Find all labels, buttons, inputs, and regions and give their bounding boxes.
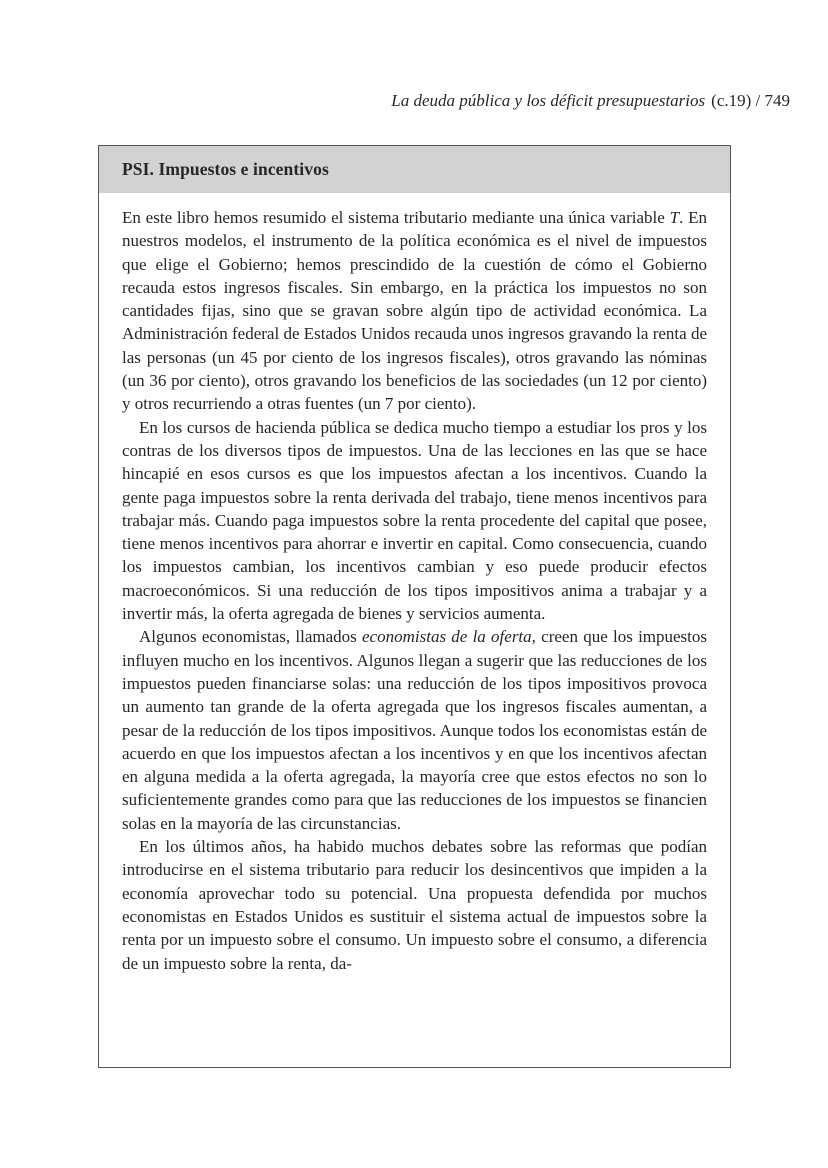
running-head-chapter-title: La deuda pública y los déficit presupuestarios [391,91,706,110]
psi-box-title: PSI. Impuestos e incentivos [122,159,329,179]
paragraph [122,835,707,975]
italic-text-segment: T [669,208,680,227]
text-segment: . En nuestros modelos, el instrumento de la política económica es el nivel de impuestos que elige el Gobierno; hemos prescindido de la cuestión de cómo el Gobierno recauda estos ingresos fiscales. Sin embargo, en la práctica los impuestos no son cantidades fijas, sino que se gravan sobre algún tipo de actividad económica. La Administración federal de Estados Unidos recauda unos ingresos gravando la renta de las personas (un 45 por ciento de los ingresos fiscales), otros gravando las nóminas (un 36 por ciento), otros gravando los beneficios de las sociedades (un 12 por ciento) y otros recurriendo a otras fuentes (un 7 por ciento). [122,208,707,414]
psi-box-body [99,193,730,975]
running-head-page-number: (c.19) / 749 [711,91,790,110]
psi-box-header [99,146,730,193]
text-segment: Algunos economistas, llamados [139,627,363,647]
text-segment: , creen que los impuestos influyen mucho en los incentivos. Algunos llegan a sugerir que las reducciones de los impuestos pueden financiarse solas: una reducción de los tipos impositivos provoca un aumento tan grande de la oferta agregada que los ingresos fiscales aumentan, a pesar de la reducción de los tipos impositivos. Aunque todos los economistas están de acuerdo en que los impuestos afectan a los incentivos y en que los incentivos afectan en alguna medida a la oferta agregada, la mayoría cree que estos efectos no son lo suficientemente grandes como para que las reducciones de los impuestos se financien solas en la mayoría de las circunstancias. [122,627,708,833]
text-segment: En los últimos años, ha habido muchos debates sobre las reformas que podían introducirse en el sistema tributario para reducir los desincentivos que impiden a la economía aprovechar todo su potencial. Una propuesta defendida por muchos economistas en Estados Unidos es sustituir el sistema actual de impuestos sobre la renta por un impuesto sobre el consumo. Un impuesto sobre el consumo, a diferencia de un impuesto sobre la renta, da- [122,837,707,973]
italic-text-segment: economistas de la oferta [362,627,532,647]
paragraph [122,206,707,416]
paragraph [122,625,707,835]
running-head [60,91,790,111]
paragraph [122,416,707,626]
text-segment: En este libro hemos resumido el sistema tributario mediante una única variable [122,208,670,227]
text-segment: En los cursos de hacienda pública se dedica mucho tiempo a estudiar los pros y los contras de los diversos tipos de impuestos. Una de las lecciones en las que se hace hincapié en esos cursos es que los impuestos afectan a los incentivos. Cuando la gente paga impuestos sobre la renta derivada del trabajo, tiene menos incentivos para trabajar más. Cuando paga impuestos sobre la renta procedente del capital que posee, tiene menos incentivos para ahorrar e invertir en capital. Como consecuencia, cuando los impuestos cambian, los incentivos cambian y eso puede producir efectos macroeconómicos. Si una reducción de los tipos impositivos anima a trabajar y a invertir más, la oferta agregada de bienes y servicios aumenta. [122,417,707,624]
psi-box [98,145,731,1068]
